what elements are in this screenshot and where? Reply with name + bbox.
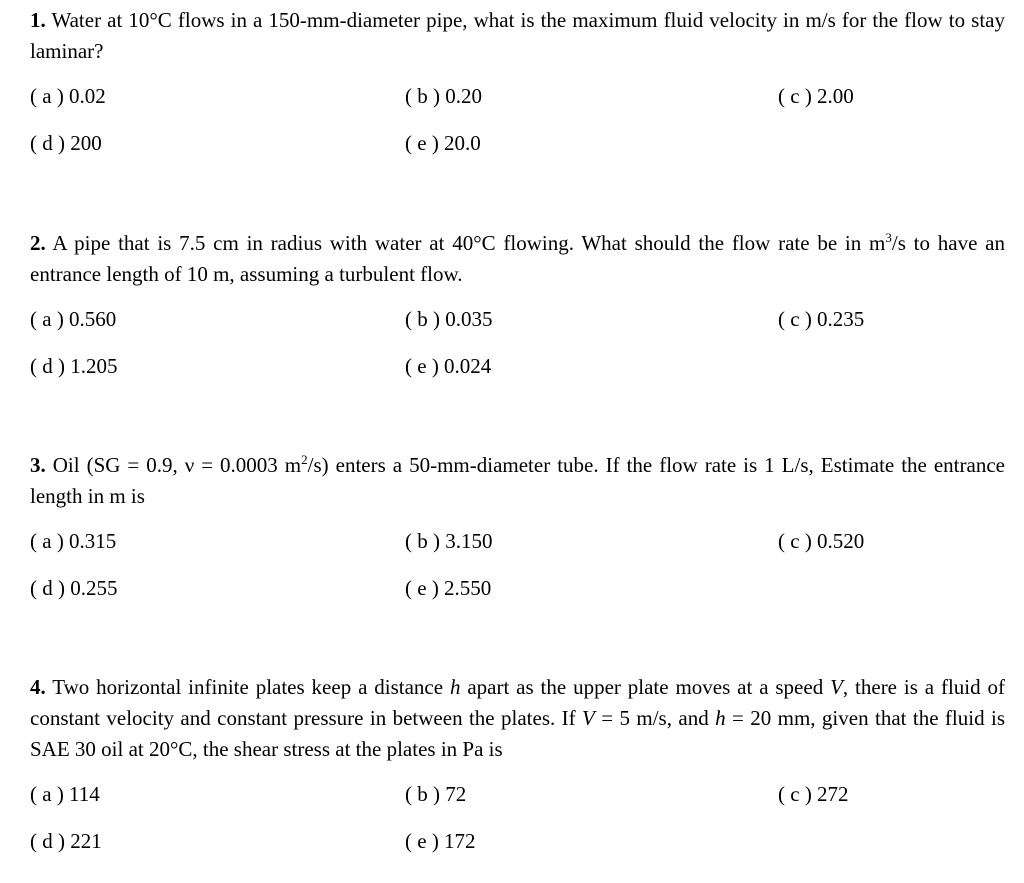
option-d[interactable]: ( d ) 200	[30, 131, 102, 155]
option-c[interactable]: ( c ) 0.520	[778, 529, 865, 553]
question-4	[30, 672, 1005, 875]
variable-h: h	[449, 675, 461, 699]
question-number: 4.	[30, 675, 46, 699]
question-number: 3.	[30, 453, 46, 477]
stem-text: Water at 10°C flows in a 150-mm-diameter pipe, what is the maximum fluid velocity in m/s for the flow to stay laminar?	[30, 8, 1005, 63]
answer-options	[30, 81, 1005, 177]
superscript: 3	[885, 230, 892, 245]
option-d[interactable]: ( d ) 0.255	[30, 576, 118, 600]
question-3	[30, 450, 1005, 622]
option-b[interactable]: ( b ) 72	[405, 782, 467, 806]
option-e[interactable]: ( e ) 172	[405, 829, 476, 853]
variable-v: V	[830, 675, 843, 699]
superscript: 2	[301, 452, 308, 467]
stem-text: apart as the upper plate moves at a speed	[460, 675, 831, 699]
option-b[interactable]: ( b ) 0.20	[405, 84, 482, 108]
option-d[interactable]: ( d ) 221	[30, 829, 102, 853]
question-1	[30, 5, 1005, 177]
option-a[interactable]: ( a ) 0.560	[30, 307, 117, 331]
stem-text: Two horizontal infinite plates keep a distance	[45, 675, 450, 699]
option-b[interactable]: ( b ) 0.035	[405, 307, 493, 331]
variable-h: h	[715, 706, 726, 730]
stem-text: Oil (SG = 0.9, ν = 0.0003 m	[45, 453, 302, 477]
answer-options	[30, 779, 1005, 875]
option-d[interactable]: ( d ) 1.205	[30, 354, 118, 378]
option-c[interactable]: ( c ) 2.00	[778, 84, 854, 108]
option-c[interactable]: ( c ) 272	[778, 782, 849, 806]
answer-options	[30, 304, 1005, 400]
question-stem	[30, 228, 1005, 290]
option-c[interactable]: ( c ) 0.235	[778, 307, 865, 331]
option-a[interactable]: ( a ) 114	[30, 782, 100, 806]
option-b[interactable]: ( b ) 3.150	[405, 529, 493, 553]
option-a[interactable]: ( a ) 0.315	[30, 529, 117, 553]
stem-text: /s) enters a 50-mm-diameter tube. If the flow rate is 1 L/s, Estimate the entrance length in m is	[30, 453, 1005, 508]
answer-options	[30, 526, 1005, 622]
question-number: 1.	[30, 8, 46, 32]
stem-text: A pipe that is 7.5 cm in radius with water at 40°C flowing. What should the flow rate be in m	[45, 231, 886, 255]
option-e[interactable]: ( e ) 2.550	[405, 576, 492, 600]
stem-text: = 5 m/s, and	[594, 706, 716, 730]
option-e[interactable]: ( e ) 20.0	[405, 131, 481, 155]
option-e[interactable]: ( e ) 0.024	[405, 354, 492, 378]
stem-text: = 20 mm, given that the fluid is SAE 30 oil at 20°C, the shear stress at the plates in Pa is	[30, 706, 1005, 761]
stem-text: , there is a fluid of constant velocity and constant pressure in between the plates. If	[30, 675, 1005, 730]
variable-v: V	[582, 706, 595, 730]
question-stem	[30, 672, 1005, 765]
question-stem	[30, 450, 1005, 512]
option-a[interactable]: ( a ) 0.02	[30, 84, 106, 108]
stem-text: /s to have an entrance length of 10 m, assuming a turbulent flow.	[30, 231, 1005, 286]
question-2	[30, 228, 1005, 400]
question-stem	[30, 5, 1005, 67]
question-number: 2.	[30, 231, 46, 255]
